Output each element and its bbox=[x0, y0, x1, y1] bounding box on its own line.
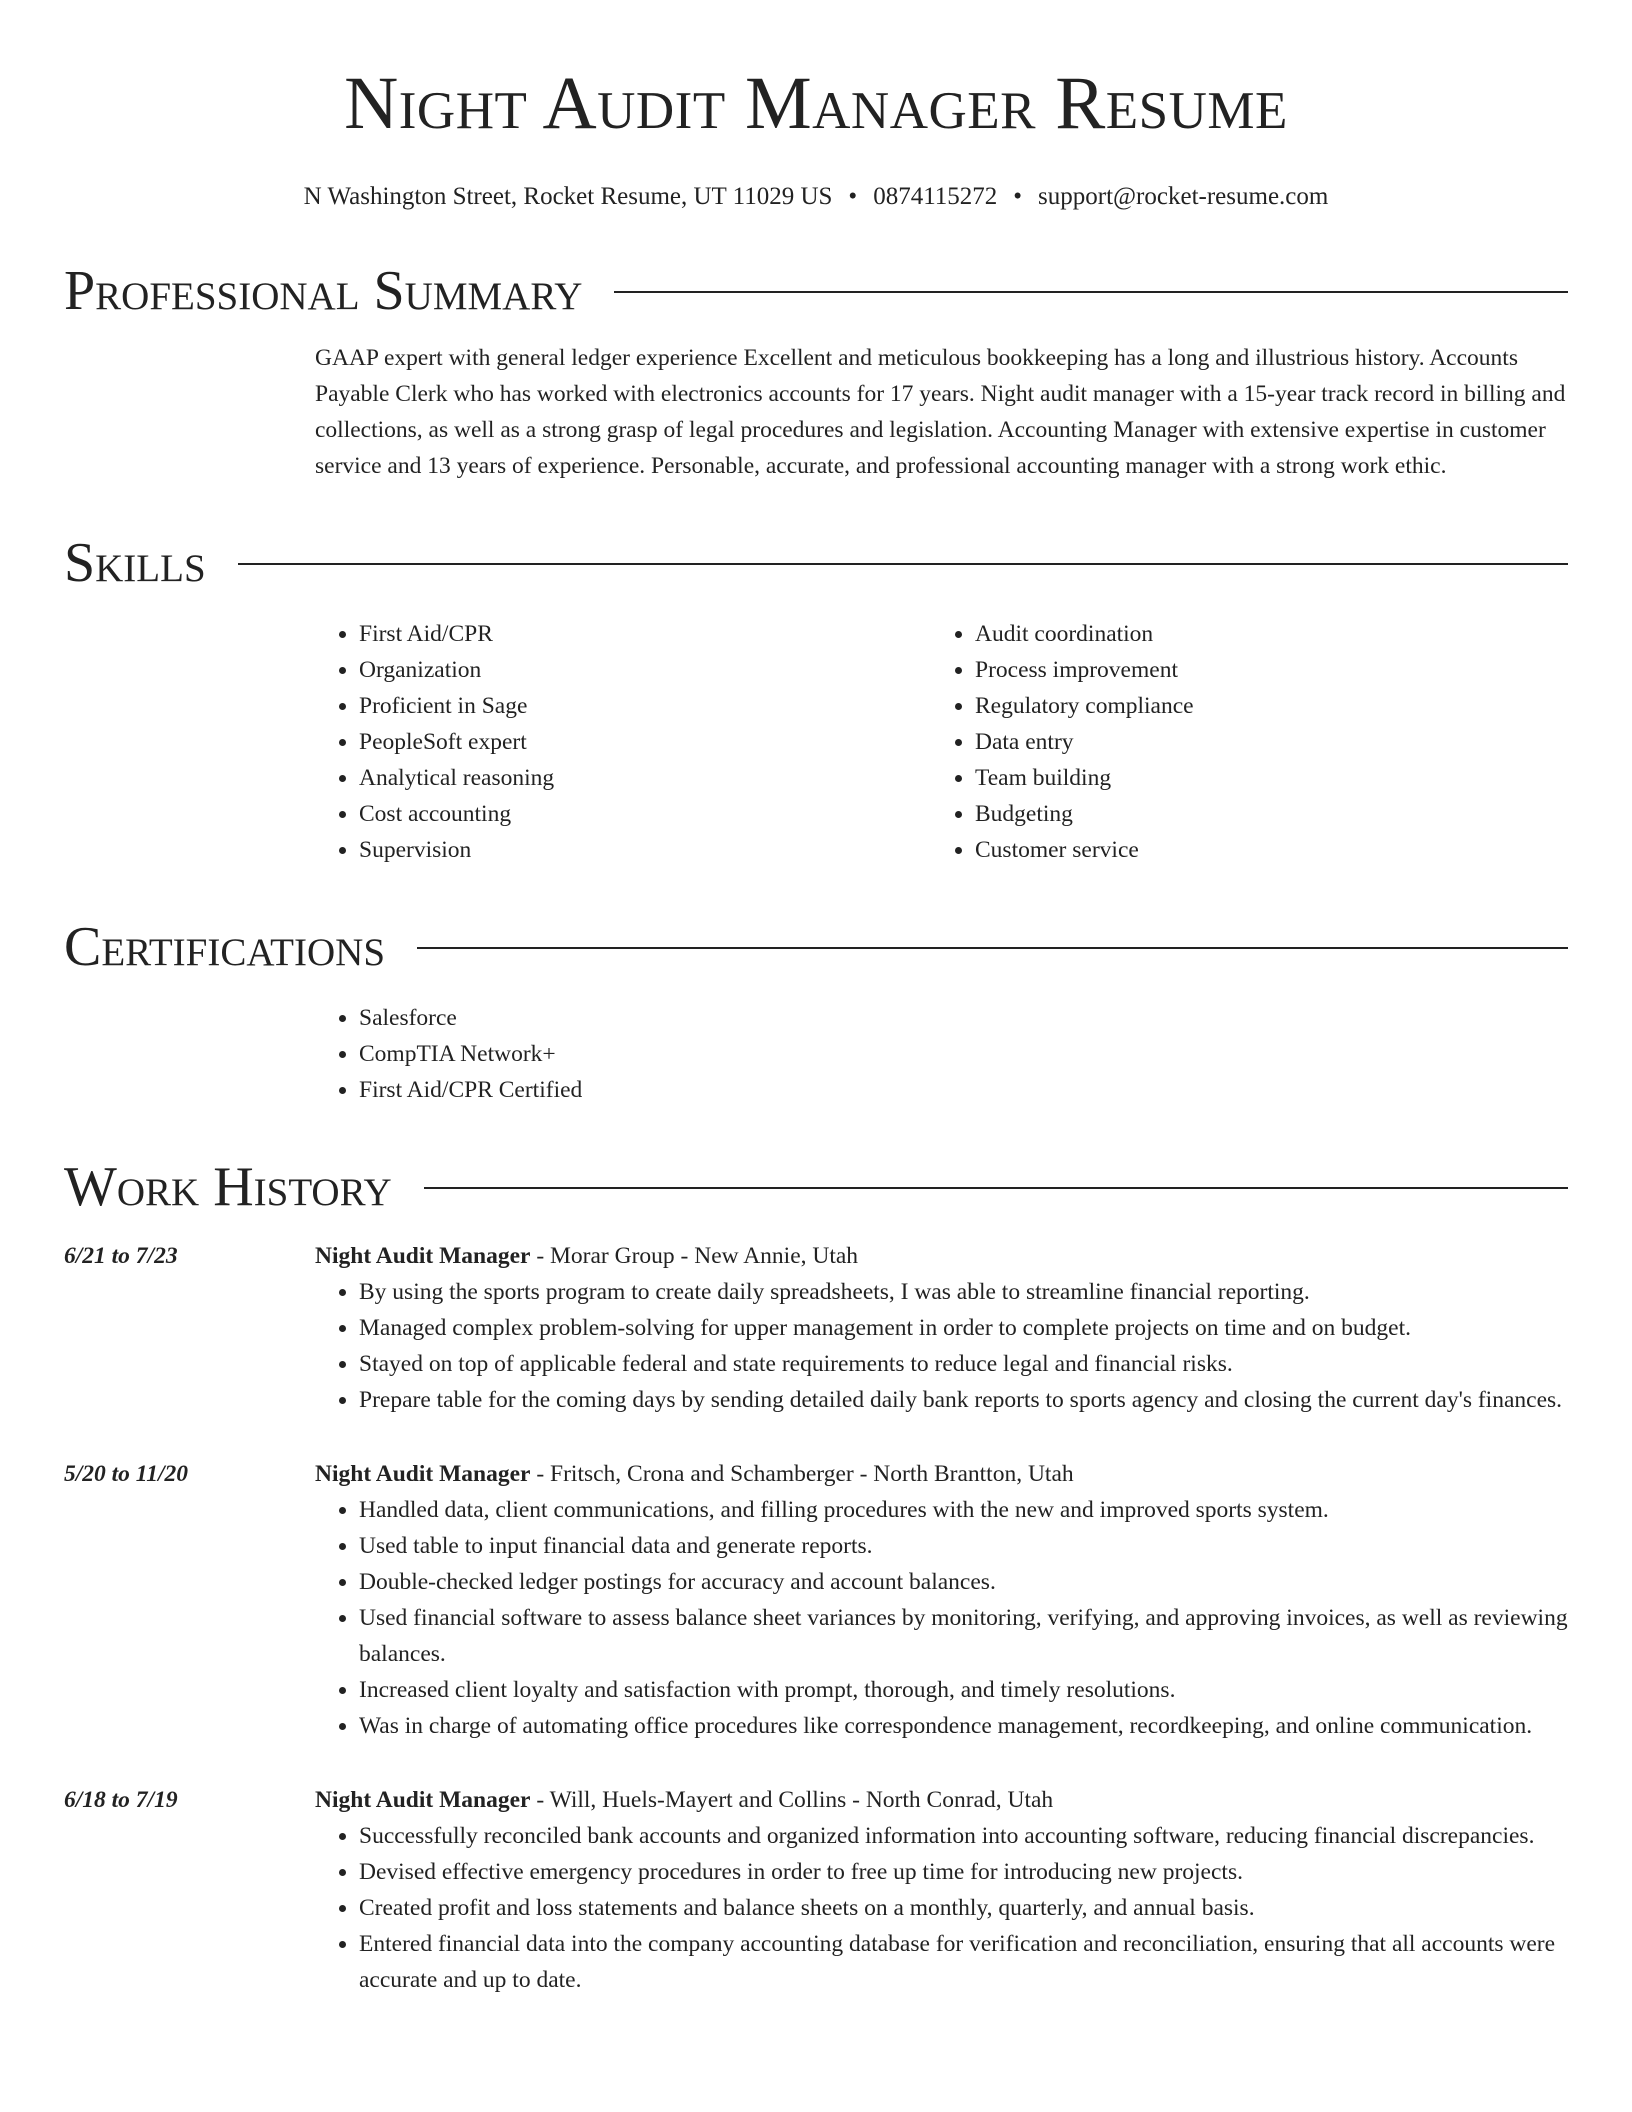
skill-item: • Regulatory compliance bbox=[975, 688, 1547, 724]
section-divider bbox=[417, 947, 1568, 949]
skill-item: • Analytical reasoning bbox=[359, 760, 931, 796]
contact-phone: 0874115272 bbox=[873, 183, 998, 210]
skills-section-header bbox=[64, 532, 1568, 594]
job-title: Night Audit Manager bbox=[315, 1243, 531, 1269]
job-duty: • Successfully reconciled bank accounts and organized information into accounting software, reducing financial discrepancies. bbox=[359, 1818, 1568, 1854]
skill-item: • Process improvement bbox=[975, 652, 1547, 688]
skill-item: • Organization bbox=[359, 652, 931, 688]
summary-text: GAAP expert with general ledger experience Excellent and meticulous bookkeeping has a long and illustrious history. Accounts Payable Clerk who has worked with electronics accounts for 17 years. Night audit manager with a 15-year track record in billing and collections, as well as a strong grasp of legal procedures and legislation. Accounting Manager with extensive expertise in customer service and 13 years of experience. Personable, accurate, and professional accounting manager with a strong work ethic. bbox=[315, 345, 1566, 479]
summary-heading: Professional Summary bbox=[64, 260, 583, 322]
certification-item: • CompTIA Network+ bbox=[359, 1036, 1568, 1072]
job-title: Night Audit Manager bbox=[315, 1461, 531, 1487]
skills-column-right bbox=[931, 616, 1547, 868]
work-history-heading: Work History bbox=[64, 1156, 392, 1218]
section-divider bbox=[614, 291, 1568, 293]
skill-item: • Budgeting bbox=[975, 796, 1547, 832]
job-heading bbox=[315, 1456, 1568, 1492]
certification-item: • First Aid/CPR Certified bbox=[359, 1072, 1568, 1108]
section-divider bbox=[424, 1187, 1568, 1189]
job-heading bbox=[315, 1782, 1568, 1818]
skills-heading: Skills bbox=[64, 532, 206, 594]
job-dates: 6/21 to 7/23 bbox=[64, 1243, 178, 1269]
job-entry bbox=[64, 1238, 1568, 1418]
job-dates: 6/18 to 7/19 bbox=[64, 1787, 178, 1813]
job-dates: 5/20 to 11/20 bbox=[64, 1461, 189, 1487]
job-duty: • Created profit and loss statements and balance sheets on a monthly, quarterly, and annual basis. bbox=[359, 1890, 1568, 1926]
contact-email: support@rocket-resume.com bbox=[1038, 183, 1329, 210]
contact-separator: • bbox=[848, 183, 858, 210]
skill-item: • Cost accounting bbox=[359, 796, 931, 832]
job-entry bbox=[64, 1456, 1568, 1744]
skill-item: • Customer service bbox=[975, 832, 1547, 868]
job-duty: • Handled data, client communications, and filling procedures with the new and improved sports system. bbox=[359, 1492, 1568, 1528]
skill-item: • PeopleSoft expert bbox=[359, 724, 931, 760]
job-employer-location: - Morar Group - New Annie, Utah bbox=[530, 1243, 859, 1269]
skill-item: • First Aid/CPR bbox=[359, 616, 931, 652]
certification-item: • Salesforce bbox=[359, 1000, 1568, 1036]
job-duty: • Stayed on top of applicable federal and state requirements to reduce legal and financial risks. bbox=[359, 1346, 1568, 1382]
skill-item: • Data entry bbox=[975, 724, 1547, 760]
skills-column-left bbox=[315, 616, 931, 868]
certifications-section-header bbox=[64, 916, 1568, 978]
contact-address: N Washington Street, Rocket Resume, UT 11029 US bbox=[303, 183, 833, 210]
job-duty: • Used financial software to assess balance sheet variances by monitoring, verifying, and approving invoices, as well as reviewing balances. bbox=[359, 1600, 1568, 1672]
job-duty: • Double-checked ledger postings for accuracy and account balances. bbox=[359, 1564, 1568, 1600]
contact-line bbox=[64, 182, 1568, 212]
job-heading bbox=[315, 1238, 1568, 1274]
job-duties bbox=[315, 1274, 1568, 1418]
job-duty: • By using the sports program to create daily spreadsheets, I was able to streamline financial reporting. bbox=[359, 1274, 1568, 1310]
skill-item: • Proficient in Sage bbox=[359, 688, 931, 724]
job-duties bbox=[315, 1818, 1568, 1998]
job-duty: • Managed complex problem-solving for upper management in order to complete projects on time and on budget. bbox=[359, 1310, 1568, 1346]
skill-item: • Audit coordination bbox=[975, 616, 1547, 652]
job-employer-location: - Will, Huels-Mayert and Collins - North Conrad, Utah bbox=[530, 1787, 1054, 1813]
work-history-section-header bbox=[64, 1156, 1568, 1218]
job-duties bbox=[315, 1492, 1568, 1744]
job-duty: • Entered financial data into the company accounting database for verification and reconciliation, ensuring that all accounts were accurate and up to date. bbox=[359, 1926, 1568, 1998]
certifications-list bbox=[315, 1000, 1568, 1108]
job-title: Night Audit Manager bbox=[315, 1787, 531, 1813]
section-divider bbox=[238, 563, 1568, 565]
summary-section-header bbox=[64, 260, 1568, 322]
contact-separator: • bbox=[1013, 183, 1023, 210]
job-duty: • Was in charge of automating office procedures like correspondence management, recordkeeping, and online communication. bbox=[359, 1708, 1568, 1744]
certifications-heading: Certifications bbox=[64, 916, 386, 978]
skill-item: • Team building bbox=[975, 760, 1547, 796]
job-duty: • Devised effective emergency procedures in order to free up time for introducing new projects. bbox=[359, 1854, 1568, 1890]
skill-item: • Supervision bbox=[359, 832, 931, 868]
resume-title: Night Audit Manager Resume bbox=[344, 62, 1288, 145]
skills-list bbox=[315, 616, 1568, 868]
job-duty: • Increased client loyalty and satisfaction with prompt, thorough, and timely resolutions. bbox=[359, 1672, 1568, 1708]
job-entry bbox=[64, 1782, 1568, 1998]
job-duty: • Prepare table for the coming days by sending detailed daily bank reports to sports agency and closing the current day's finances. bbox=[359, 1382, 1568, 1418]
job-employer-location: - Fritsch, Crona and Schamberger - North Brantton, Utah bbox=[530, 1461, 1074, 1487]
job-duty: • Used table to input financial data and generate reports. bbox=[359, 1528, 1568, 1564]
